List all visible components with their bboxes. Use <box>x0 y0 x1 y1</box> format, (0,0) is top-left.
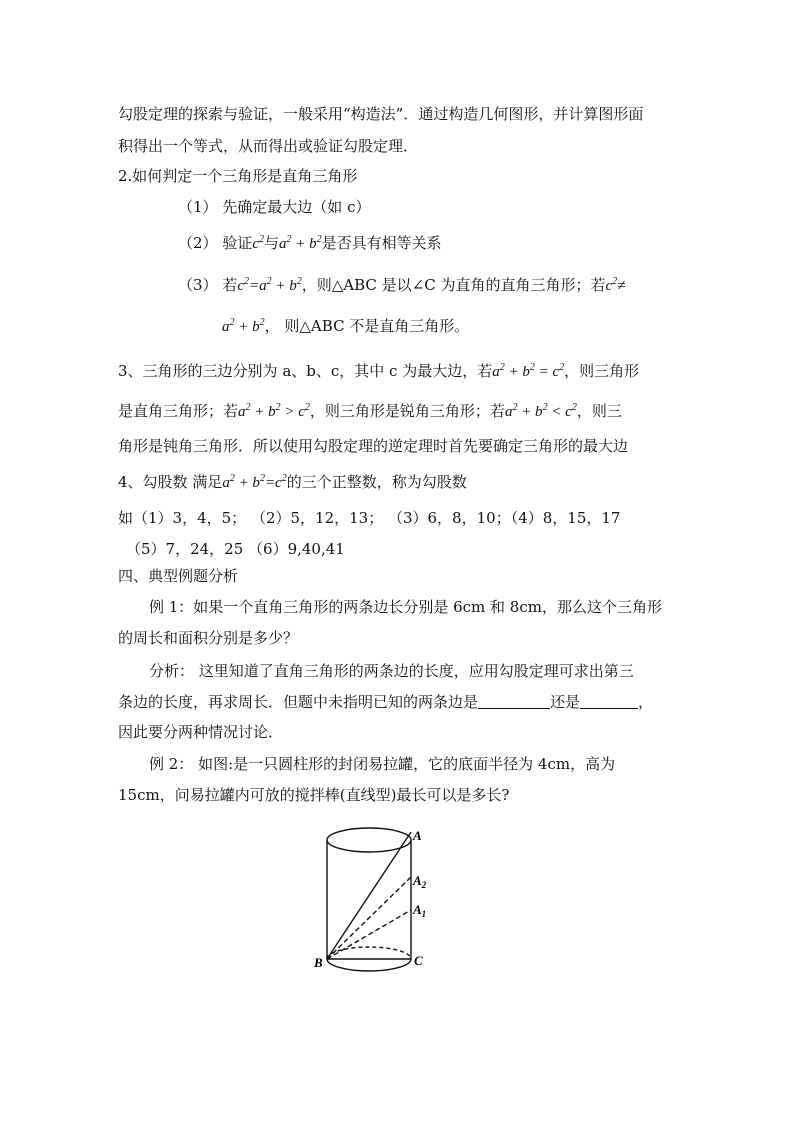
step2-tail: 是否具有相等关系 <box>321 234 442 252</box>
section2-step3 <box>178 275 625 296</box>
formula-a2-plus-b2-2: $a^2 + b^2$ <box>222 317 265 335</box>
label-A1: $A_1$ <box>413 902 427 919</box>
step3-mid: ，则△ABC 是以∠C 为直角的直角三角形；若 <box>301 276 606 294</box>
s3-l2-a: 是直角三角形；若 <box>118 402 239 420</box>
example2-line-2: 15cm，问易拉罐内可放的搅拌棒(直线型)最长可以是多长? <box>118 786 510 804</box>
section4-examples-2: （5）7，24，25 （6）9,40,41 <box>126 540 345 558</box>
formula-c2-equals: $c^2=a^2 + b^2$ <box>237 276 302 294</box>
example1-line-1: 例 1：如果一个直角三角形的两条边长分别是 6cm 和 8cm，那么这个三角形 <box>149 598 662 616</box>
section3-line-2 <box>118 401 622 422</box>
formula-c2-not-equal: $c^2\ne$ <box>605 276 626 294</box>
s3-l2-b: ，则三角形是锐角三角形；若 <box>309 402 505 420</box>
section2-step3-cont <box>222 316 469 337</box>
analysis-line-1: 分析： 这里知道了直角三角形的两条边的长度，应用勾股定理可求出第三 <box>149 662 634 680</box>
s3-l1-a: 3、三角形的三边分别为 a、b、c，其中 c 为最大边，若 <box>118 362 493 380</box>
formula-c-squared: $c^2$ <box>252 234 264 252</box>
section4-examples-1: 如（1）3，4，5； （2）5，12，13； （3）6，8，10；（4）8，15，17 <box>118 509 621 527</box>
s4-l1-a: 4、勾股数 满足 <box>118 473 223 491</box>
example2-line-1: 例 2： 如图:是一只圆柱形的封闭易拉罐，它的底面半径为 4cm，高为 <box>149 755 616 773</box>
label-B: B <box>314 955 323 970</box>
formula-pythagorean: $a^2 + b^2 = c^2$ <box>492 362 565 380</box>
cylinder-top-ellipse <box>327 828 411 852</box>
section3-line-3: 角形是钝角三角形．所以使用勾股定理的逆定理时首先要确定三角形的最大边 <box>118 437 629 455</box>
answer-blank-1 <box>478 708 550 709</box>
analysis-line-2 <box>118 692 653 712</box>
answer-blank-2 <box>580 708 638 709</box>
step2-label: （2） 验证 <box>178 234 253 252</box>
formula-pythagorean-2: $a^2 + b^2=c^2$ <box>222 473 287 491</box>
analysis-l2-b: 还是 <box>550 693 581 711</box>
analysis-l2-a: 条边的长度，再求周长．但题中未指明已知的两条边是 <box>118 693 479 711</box>
s3-l2-c: ，则三 <box>576 402 622 420</box>
step3-cont-tail: ， 则△ABC 不是直角三角形。 <box>264 317 470 335</box>
example1-line-2: 的周长和面积分别是多少？ <box>118 629 299 647</box>
label-A: A <box>413 828 422 843</box>
step3-label: （3） 若 <box>178 276 238 294</box>
section4-line-1 <box>118 472 467 493</box>
line-BA <box>327 832 411 959</box>
cylinder-bottom-back-arc <box>327 947 411 959</box>
cylinder-figure <box>300 812 450 982</box>
s4-l1-b: 的三个正整数，称为勾股数 <box>286 473 467 491</box>
formula-less: $a^2 + b^2 < c^2$ <box>504 402 577 420</box>
intro-line-2: 积得出一个等式，从而得出或验证勾股定理． <box>118 137 419 155</box>
analysis-l2-c: ， <box>638 693 654 711</box>
formula-greater: $a^2 + b^2 > c^2$ <box>238 402 310 420</box>
analysis-line-3: 因此要分两种情况讨论． <box>118 723 284 741</box>
label-C: C <box>414 953 423 968</box>
label-A2: $A_2$ <box>413 873 427 890</box>
intro-line-1: 勾股定理的探索与验证，一般采用“构造法”．通过构造几何图形，并计算图形面 <box>118 105 644 123</box>
section3-line-1 <box>118 361 639 382</box>
s3-l1-b: ，则三角形 <box>564 362 640 380</box>
section2-step2 <box>178 233 442 254</box>
section2-heading: 2.如何判定一个三角形是直角三角形 <box>118 167 358 185</box>
cylinder-bottom-front-arc <box>327 959 411 971</box>
section2-step1: （1） 先确定最大边（如 c） <box>178 198 371 216</box>
section-four-heading: 四、典型例题分析 <box>118 567 239 585</box>
step2-mid: 与 <box>263 234 279 252</box>
formula-a2-plus-b2: $a^2 + b^2$ <box>279 234 322 252</box>
